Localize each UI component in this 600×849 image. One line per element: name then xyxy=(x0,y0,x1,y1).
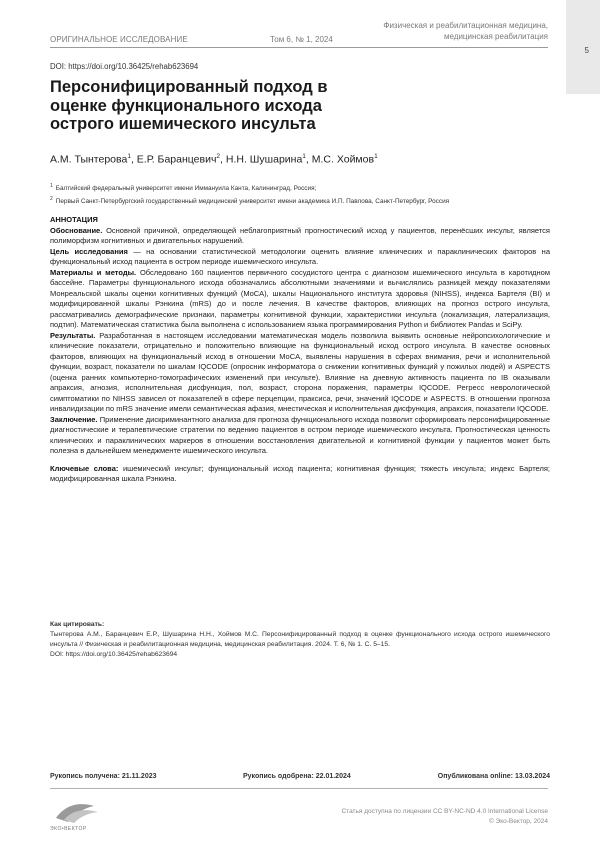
citation-block xyxy=(50,620,550,660)
abstract-results xyxy=(50,331,550,415)
conclusion-text: Применение дискриминантного анализа для прогноза функционального исхода позволит сформировать персонифицированные диагностические и терапевтические стратегии по ведению пациентов в остром периоде ишемического инсульта. Прогностическая ценность клинических и параклинических маркеров в отношении восстановления двигательной и когнитивной функции у пациентов может быть полезна в дальнейшем менеджменте ишемического инсульта. xyxy=(50,414,550,455)
journal-name-line2: медицинская реабилитация xyxy=(444,32,548,41)
journal-name xyxy=(378,20,548,42)
page-side-tab xyxy=(566,0,600,94)
results-text: Разработанная в настоящем исследовании математическая модель позволила выявить основные нейропсихологические и клинические показатели, отрицательно и положительно влияющие на функциональный исход острого инсульта. В качестве основных факторов, влияющих на функциональный исход в отношении MoCA, выявлены нарушения в сферах внимания, речи и исполнительной функции, возраст, показатели по шкалам IQCODE (опросник информатора о снижении когнитивных функций у пожилых людей) и ASPECTS (оценка ранних компьютерно-томографических изменений при инсульте). Влияние на дневную активность пациента по IB оказывали апраксия, агнозия, исполнительная дисфункция, пол, возраст, сторона поражения, параметры IQCODE. Регресс неврологической симптоматики по NIHSS зависел от показателей в сфере перцепции, праксиса, речи, значений IQCODE и ASPECTS. В отношении прогноза инвалидизации по mRS значение имели семантическая афазия, мнестическая и исполнительная дисфункция, апраксия, показатели IQCODE. xyxy=(50,330,550,413)
publisher-logo-text: ЭКО•ВЕКТОР xyxy=(50,826,87,832)
author-name: Е.Р. Баранцевич xyxy=(136,153,217,166)
affiliation-item xyxy=(50,181,550,194)
rationale-text: Основной причиной, определяющей неблагоприятный прогностический исход у пациентов, перенёсших инсульт, является полиморфизм когнитивных и двигательных нарушений. xyxy=(50,225,550,245)
affiliation-text: Первый Санкт-Петербургский государственный медицинский университет имени академика И.П. Павлова, Санкт-Петербург, Россия xyxy=(55,198,450,206)
author-list: А.М. Тынтерова$^1$, Е.Р. Баранцевич$^2$, Н.Н. Шушарина$^1$, М.С. Хоймов$^1$ xyxy=(50,153,378,166)
license-info xyxy=(341,807,548,827)
issue-info: Том 6, № 1, 2024 xyxy=(270,35,333,44)
publisher-logo-icon xyxy=(50,796,110,830)
abstract-aim xyxy=(50,247,550,268)
abstract-conclusion xyxy=(50,415,550,457)
author-name: Н.Н. Шушарина xyxy=(225,153,303,166)
author-affiliation-mark: 1 xyxy=(127,153,131,160)
rationale-label: Обоснование. xyxy=(50,225,103,235)
conclusion-label: Заключение. xyxy=(50,414,98,424)
keywords-text: ишемический инсульт; функциональный исход пациента; когнитивная функция; тяжесть инсульта; индекс Бартеля; модифицированная шкала Рэнкина. xyxy=(50,463,551,483)
license-text[interactable]: Статья доступна по лицензии CC BY-NC-ND 4.0 International License xyxy=(341,808,548,815)
header-divider xyxy=(50,47,548,48)
author-name: А.М. Тынтерова xyxy=(50,153,128,166)
affiliation-item xyxy=(50,194,550,207)
author-affiliation-mark: 1 xyxy=(302,153,306,160)
footer-divider xyxy=(50,788,548,789)
citation-heading: Как цитировать: xyxy=(50,621,105,628)
journal-name-line1: Физическая и реабилитационная медицина, xyxy=(383,21,548,30)
aim-label: Цель исследования xyxy=(50,246,128,256)
copyright-text: © Эко-Вектор, 2024 xyxy=(488,818,548,825)
abstract xyxy=(50,215,550,485)
aim-text: — на основании статистической методологии оценить влияние клинических и параклинических факторов на функциональный исход пациента в остром периоде ишемического инсульта. xyxy=(50,246,550,266)
date-published: Опубликована online: 13.03.2024 xyxy=(437,773,550,780)
date-accepted: Рукопись одобрена: 22.01.2024 xyxy=(243,773,351,780)
article-title: Персонифицированный подход в оценке функционального исхода острого ишемического инсульта xyxy=(50,78,328,133)
methods-text: Обследовано 160 пациентов первичного сосудистого центра с диагнозом ишемического инсульта в каротидном бассейне. Параметры функционального исхода обозначались абсолютными значениями и вычислялись разницей между показателями Монреальской шкалы оценки когнитивных функций (MoCA), шкалы Национального института здоровья (NIHSS), индекса Бартеля (BI) и модифицированной шкалы Рэнкина (mRS) до и после лечения. В качестве факторов, влияющих на прогноз острого инсульта, рассматривались демографические признаки, параметры когнитивной функции, характеристики инсульта (локализация, латерализация, подтип). Математическая статистика была выполнена с использованием языка программирования Python и библиотек Pandas и SciPy. xyxy=(50,267,551,329)
keywords-label: Ключевые слова: xyxy=(50,463,119,473)
page-number: 5 xyxy=(584,46,589,55)
abstract-methods xyxy=(50,268,550,331)
citation-doi[interactable]: DOI: https://doi.org/10.36425/rehab623694 xyxy=(50,651,178,658)
affiliation-text: Балтийский федеральный университет имени Иммануила Канта, Калининград, Россия; xyxy=(55,185,317,193)
section-label: ОРИГИНАЛЬНОЕ ИССЛЕДОВАНИЕ xyxy=(50,35,188,44)
author-name: М.С. Хоймов xyxy=(311,153,375,166)
date-received: Рукопись получена: 21.11.2023 xyxy=(50,773,157,780)
citation-text: Тынтерова А.М., Баранцевич Е.Р., Шушарина Н.Н., Хоймов М.С. Персонифицированный подход в оценке функционального исхода острого ишемического инсульта // Физическая и реабилитационная медицина, медицинская реабилитация. 2024. Т. 6, № 1. С. 5–15. xyxy=(50,631,550,648)
article-doi[interactable]: DOI: https://doi.org/10.36425/rehab623694 xyxy=(50,62,199,71)
abstract-heading: АННОТАЦИЯ xyxy=(50,215,98,224)
abstract-keywords xyxy=(50,464,550,485)
author-affiliation-mark: 2 xyxy=(216,153,221,160)
affiliation-number: 1 xyxy=(50,183,53,189)
abstract-rationale xyxy=(50,226,550,247)
author-affiliation-mark: 1 xyxy=(374,153,378,160)
results-label: Результаты. xyxy=(50,330,96,340)
affiliation-number: 2 xyxy=(50,196,53,203)
affiliation-list xyxy=(50,181,550,207)
methods-label: Материалы и методы. xyxy=(50,267,137,277)
